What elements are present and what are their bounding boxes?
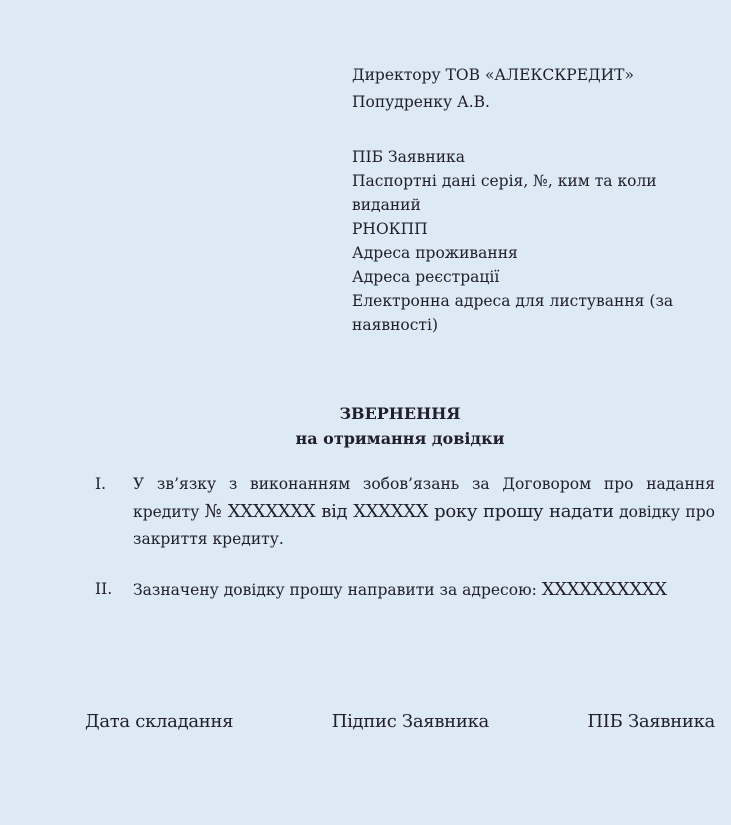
title-subtitle: на отримання довідки — [295, 429, 505, 448]
applicant-field-taxid: РНОКПП — [352, 220, 428, 238]
clause-1-number: I. — [95, 475, 107, 493]
signature-row — [85, 710, 715, 734]
clause-1-segment-1: У зв’язку з виконанням зобов’язань за Договором про надання кредиту — [133, 475, 715, 521]
document-title — [85, 401, 715, 451]
applicant-field-fullname: ПІБ Заявника — [352, 148, 465, 166]
clause-2 — [95, 576, 715, 604]
date-of-drafting-label: Дата складання — [85, 711, 234, 732]
applicant-field-email: Електронна адреса для листування (за наявності) — [352, 292, 674, 334]
clause-1-text — [133, 471, 715, 553]
clause-1 — [95, 471, 715, 553]
applicant-field-residence-address: Адреса проживання — [352, 244, 518, 262]
clauses — [95, 471, 715, 604]
clause-2-number: II. — [95, 580, 113, 598]
applicant-fullname-label: ПІБ Заявника — [587, 711, 715, 732]
applicant-signature-label: Підпис Заявника — [331, 711, 489, 732]
recipient-block — [352, 0, 688, 337]
clause-1-placeholder: № ХХХХХХХ від ХХХХХХ року прошу надати — [204, 501, 614, 522]
recipient-title: Директору ТОВ «АЛЕКСКРЕДИТ» — [352, 66, 634, 84]
clause-1-segment-2: довідку про закриття кредиту. — [133, 503, 716, 548]
spacer — [352, 116, 688, 145]
title-main: ЗВЕРНЕННЯ — [339, 404, 461, 423]
clause-2-placeholder: ХХХХХХХХХХ — [541, 579, 667, 600]
clause-2-segment-1: Зазначену довідку прошу направити за адресою: — [133, 581, 542, 599]
applicant-field-passport: Паспортні дані серія, №, ким та коли виданий — [352, 172, 657, 214]
recipient-name: Попудренку А.В. — [352, 93, 490, 111]
clause-2-text — [133, 576, 715, 604]
applicant-field-registration-address: Адреса реєстрації — [352, 268, 500, 286]
